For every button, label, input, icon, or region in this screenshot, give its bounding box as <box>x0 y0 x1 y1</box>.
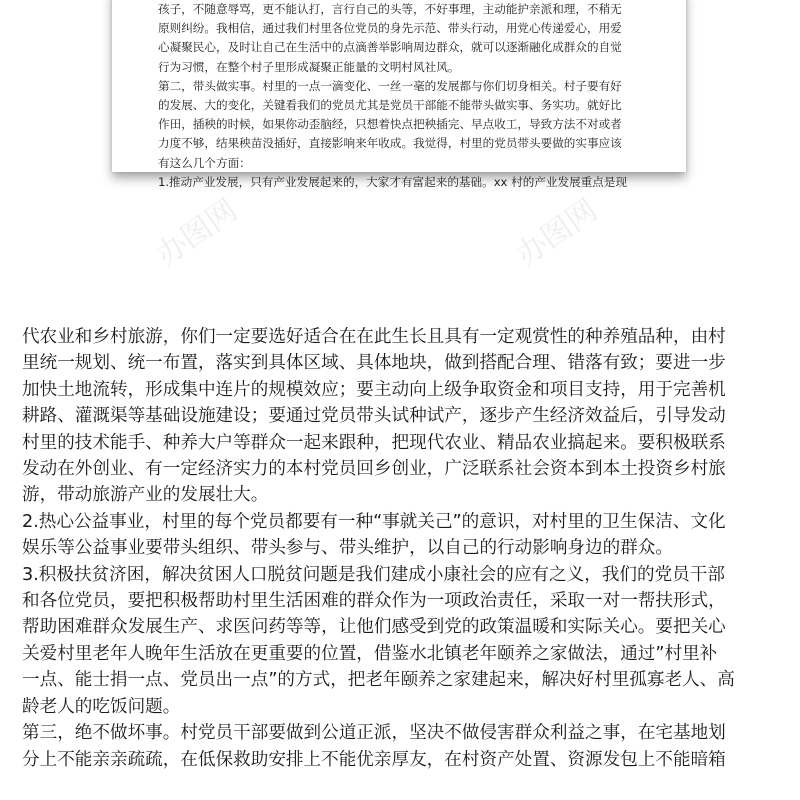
body-line: 第三，绝不做坏事。村党员干部要做到公道正派，坚决不做侵害群众利益之事，在宅基地划 <box>22 723 726 744</box>
watermark-text: 办图网 <box>150 192 244 274</box>
body-line: 游，带动旅游产业的发展壮大。 <box>22 485 269 506</box>
preview-line: 1.推动产业发展，只有产业发展起来的，大家才有富起来的基础。xx 村的产业发展重点是现 <box>158 174 628 189</box>
watermark-text: 办图网 <box>510 192 604 274</box>
preview-text <box>158 0 658 192</box>
preview-line: 的发展、大的变化，关键看我们的党员尤其是党员干部能不能带头做实事、务实功。就好比 <box>158 98 622 113</box>
body-line: 关爱村里老年人晚年生活放在更重要的位置，借鉴水北镇老年颐养之家做法，通过”村里补 <box>22 643 718 664</box>
body-line: 龄老人的吃饭问题。 <box>22 696 181 717</box>
preview-line: 原则纠纷。我相信，通过我们村里各位党员的身先示范、带头行动，用党心传递爱心，用爱 <box>158 21 622 36</box>
body-line: 发动在外创业、有一定经济实力的本村党员回乡创业，广泛联系社会资本到本土投资乡村旅 <box>22 459 726 480</box>
body-line: 娱乐等公益事业要带头组织、带头参与、带头维护，以自己的行动影响身边的群众。 <box>22 538 673 559</box>
body-line: 2.热心公益事业，村里的每个党员都要有一种“事就关己”的意识，对村里的卫生保洁、文化 <box>22 511 726 532</box>
preview-line: 力度不够，结果秧苗没插好，直接影响来年收成。我觉得，村里的党员带头要做的实事应该 <box>158 136 622 151</box>
body-line: 村里的技术能手、种养大户等群众一起来跟种，把现代农业、精品农业搞起来。要积极联系 <box>22 432 726 453</box>
document-preview-card <box>112 0 686 189</box>
body-line: 分上不能亲亲疏疏，在低保救助安排上不能优亲厚友，在村资产处置、资源发包上不能暗箱 <box>22 749 726 770</box>
body-line: 帮助困难群众发展生产、求医问药等等，让他们感受到党的政策温暖和实际关心。要把关心 <box>22 617 726 638</box>
body-line: 3.积极扶贫济困，解决贫困人口脱贫问题是我们建成小康社会的应有之义，我们的党员干部 <box>22 564 725 585</box>
preview-line: 有这么几个方面： <box>158 155 251 170</box>
body-line: 里统一规划、统一布置，落实到具体区域、具体地块，做到搭配合理、错落有致；要进一步 <box>22 353 726 374</box>
body-line: 耕路、灌溉渠等基础设施建设；要通过党员带头试种试产，逐步产生经济效益后，引导发动 <box>22 406 726 427</box>
body-line: 和各位党员，要把积极帮助村里生活困难的群众作为一项政治责任，采取一对一帮扶形式， <box>22 591 726 612</box>
preview-line: 作田，插秧的时候，如果你动歪脑经，只想着快点把秧插完、早点收工，导致方法不对或者 <box>158 117 622 132</box>
preview-line: 孩子，不随意辱骂，更不能认打，言行自己的头等，不好事理，主动能护亲派和理，不稍无 <box>158 2 622 16</box>
body-line: 加快土地流转，形成集中连片的规模效应；要主动向上级争取资金和项目支持，用于完善机 <box>22 379 726 400</box>
preview-line: 第二，带头做实事。村里的一点一滴变化、一丝一毫的发展都与你们切身相关。村子要有好 <box>158 78 622 93</box>
preview-line: 心凝聚民心，及时让自己在生活中的点滴善举影响周边群众，就可以逐渐融化成群众的自觉 <box>158 40 622 55</box>
body-line: 代农业和乡村旅游，你们一定要选好适合在在此生长且具有一定观赏性的种养殖品种，由村 <box>22 327 726 347</box>
preview-line: 行为习惯，在整个村子里形成凝聚正能量的文明村风社风。 <box>158 59 460 74</box>
body-line: 一点、能士捐一点、党员出一点”的方式，把老年颐养之家建起来，解决好村里孤寡老人、高 <box>22 670 735 691</box>
body-text <box>22 324 782 773</box>
